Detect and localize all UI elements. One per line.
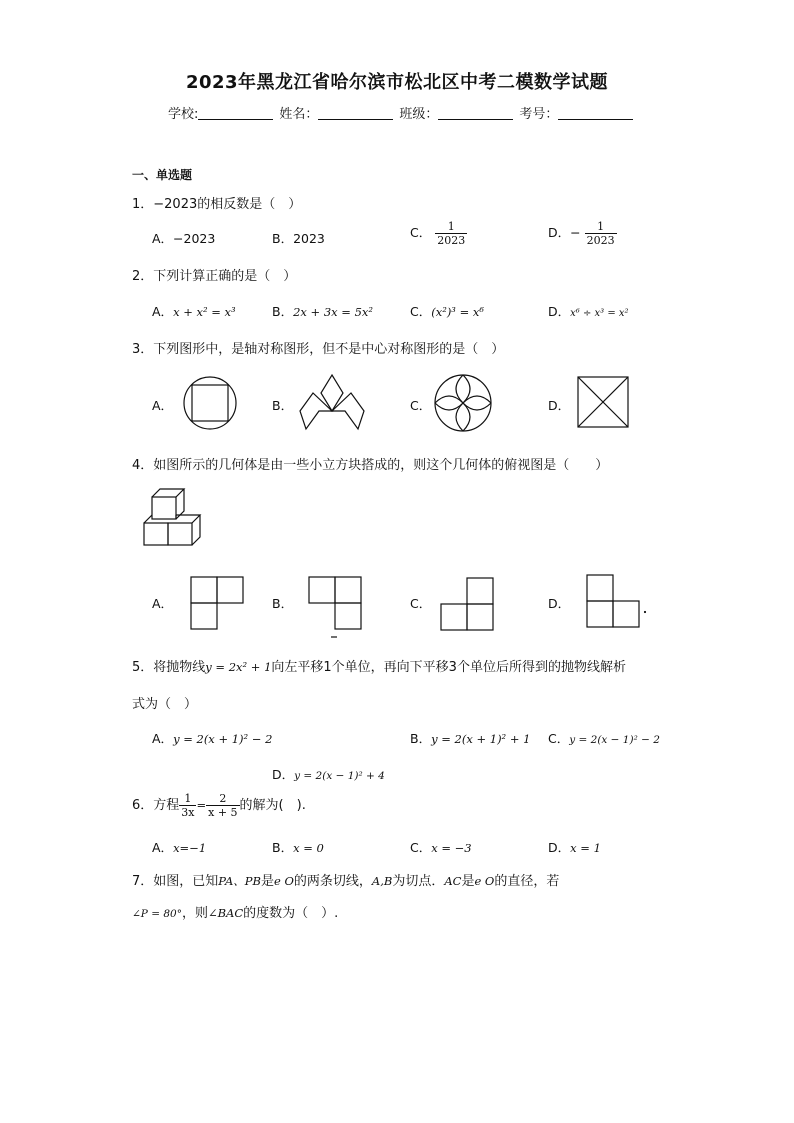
q7-stem-line1: 7．如图，已知PA、PB是e O的两条切线，A,B为切点．AC是e O的直径，若: [132, 874, 560, 889]
q4-option-c-label[interactable]: C．: [410, 596, 432, 611]
q6-option-c[interactable]: C．x = −3: [410, 840, 472, 855]
q4-option-a-label[interactable]: A．: [152, 596, 174, 611]
q1-stem: 1．−2023的相反数是（ ）: [132, 197, 302, 212]
q6-stem: 6．方程 $\frac{1}{3x}$ = $\frac{2}{x + 5}$ 的解为( ).: [132, 792, 306, 819]
class-blank[interactable]: [438, 107, 513, 120]
q2-option-a[interactable]: A．x + x² = x³: [152, 304, 236, 319]
q3-option-d-label[interactable]: D．: [548, 398, 571, 413]
circle-o-symbol: e O: [273, 874, 294, 888]
q5-option-b[interactable]: B．y = 2(x + 1)² + 1: [410, 731, 531, 746]
name-blank[interactable]: [318, 107, 393, 120]
q1-c-fraction: $\frac{1}{2023}$: [437, 220, 466, 247]
class-label: 班级：: [399, 107, 439, 122]
exam-no-label: 考号：: [519, 107, 559, 122]
q4-option-b-label[interactable]: B．: [272, 596, 294, 611]
exam-no-blank[interactable]: [558, 107, 633, 120]
circle-o-symbol-2: e O: [474, 874, 495, 888]
q3-stem: 3．下列图形中，是轴对称图形，但不是中心对称图形的是（ ）: [132, 342, 505, 357]
q1-option-d[interactable]: [548, 220, 617, 247]
three-rhombus-figure: [300, 375, 364, 429]
q2-option-b[interactable]: B．2x + 3x = 5x²: [272, 304, 373, 319]
q5-stem: 5．将抛物线y = 2x² + 1向左平移1个单位，再向下平移3个单位后所得到的抛物线解析: [132, 660, 626, 675]
cube-stack-figure: [142, 489, 204, 549]
square-with-diagonals-figure: [578, 377, 628, 427]
q1-d-fraction: $\frac{1}{2023}$: [586, 220, 615, 247]
q1-d-label: D．−: [548, 225, 581, 240]
q5-option-c[interactable]: C．y = 2(x − 1)² − 2: [548, 731, 660, 746]
q1-option-b[interactable]: B．2023: [272, 231, 325, 246]
q1-option-a[interactable]: A．−2023: [152, 231, 216, 246]
q2-option-c[interactable]: C．(x²)³ = x⁶: [410, 304, 484, 319]
q4-top-view-c: [441, 578, 493, 630]
q6-option-d[interactable]: D．x = 1: [548, 840, 601, 855]
q7-stem-line2: ∠P = 80°，则∠BAC的度数为（ ）.: [132, 906, 339, 921]
q5-stem-line2: 式为（ ）: [132, 697, 198, 712]
school-label: 学校:: [168, 107, 199, 122]
q5-parabola-formula: y = 2x² + 1: [205, 660, 272, 674]
q6-option-b[interactable]: B．x = 0: [272, 840, 324, 855]
q6-option-a[interactable]: A．x=−1: [152, 840, 207, 855]
q1-option-c[interactable]: [410, 220, 467, 247]
school-blank[interactable]: [198, 107, 273, 120]
q6-fraction-left: $\frac{1}{3x}$: [181, 792, 195, 819]
q3-option-a-label[interactable]: A．: [152, 398, 174, 413]
square-in-circle-figure: [184, 375, 236, 431]
q3-option-c-label[interactable]: C．: [410, 398, 432, 413]
q4-top-view-b: [309, 577, 361, 639]
q2-option-d[interactable]: D．x⁶ ÷ x³ = x²: [548, 304, 629, 319]
page-title: 2023年黑龙江省哈尔滨市松北区中考二模数学试题: [185, 72, 609, 93]
section-heading: 一、单选题: [132, 168, 193, 182]
q3-option-b-label[interactable]: B．: [272, 398, 294, 413]
four-petal-circle-figure: [435, 375, 491, 431]
name-label: 姓名：: [279, 107, 319, 122]
q4-top-view-d: [587, 575, 647, 627]
q2-stem: 2．下列计算正确的是（ ）: [132, 269, 297, 284]
q5-option-d[interactable]: D．y = 2(x − 1)² + 4: [272, 767, 385, 782]
q5-option-a[interactable]: A．y = 2(x + 1)² − 2: [152, 731, 273, 746]
q1-c-label: C．: [410, 225, 432, 240]
q4-top-view-a: [191, 577, 243, 629]
q4-option-d-label[interactable]: D．: [548, 596, 571, 611]
q4-stem: 4．如图所示的几何体是由一些小立方块搭成的，则这个几何体的俯视图是（ ）: [132, 458, 609, 473]
q6-fraction-right: $\frac{2}{x + 5}$: [208, 792, 238, 819]
student-info-line: [168, 103, 639, 122]
